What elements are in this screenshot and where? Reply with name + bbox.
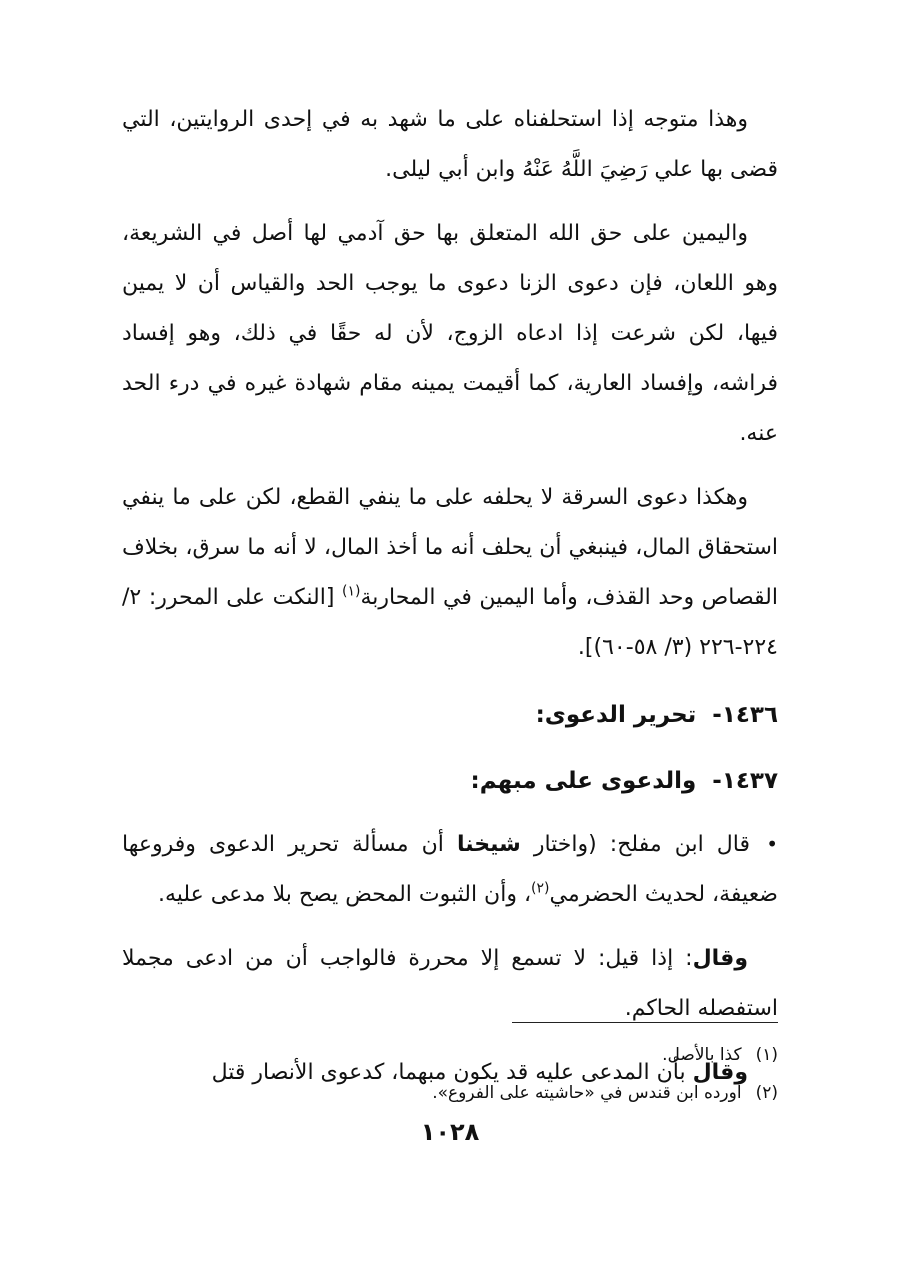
quote-paragraph	[122, 819, 778, 920]
footnotes	[122, 1036, 778, 1112]
qala-label: وقال	[692, 946, 748, 971]
footnote-number: (١)	[755, 1045, 778, 1065]
section-title: والدعوى على مبهم:	[470, 768, 697, 794]
paragraph-qala-1	[122, 934, 778, 1034]
quote-body: أن مسألة تحرير الدعوى وفروعها ضعيفة، لحديث الحضرمي	[122, 832, 778, 907]
qala-2-text: بأن المدعى عليه قد يكون مبهما، كدعوى الأنصار قتل	[211, 1060, 693, 1085]
paragraph-2-text: واليمين على حق الله المتعلق بها حق آدمي لها أصل في الشريعة، وهو اللعان، فإن دعوى الزنا دعوى ما يوجب الحد والقياس أن لا يمين فيها، لكن شرعت إذا ادعاه الزوج، لأن له حقًا في ذلك، وهو إفساد فراشه، وإفساد العارية، كما أقيمت يمينه مقام شهادة غيره في درء الحد عنه.	[122, 221, 778, 446]
footnote-number: (٢)	[755, 1083, 778, 1103]
footnote-text: كذا بالأصل.	[662, 1045, 742, 1065]
quote-tail: ، وأن الثبوت المحض يصح بلا مدعى عليه.	[157, 882, 532, 907]
section-title: تحرير الدعوى:	[535, 702, 697, 728]
paragraph-3-text: وهكذا دعوى السرقة لا يحلفه على ما ينفي القطع، لكن على ما ينفي استحقاق المال، فينبغي أن يحلف أنه ما أخذ المال، لا أنه ما سرق، بخلاف القصاص وحد القذف، وأما اليمين في المحاربة	[122, 485, 778, 610]
section-number: ١٤٣٦-	[712, 702, 778, 728]
page-body	[122, 95, 778, 1112]
paragraph-3-reference: [النكت على المحرر: ٢/ ٢٢٤-٢٢٦ (٣/ ٥٨-٦٠)].	[122, 585, 778, 660]
footnote-ref-1[interactable]: (١)	[341, 583, 361, 600]
footnote-1	[122, 1036, 778, 1074]
bullet-icon: •	[766, 832, 778, 856]
footnote-ref-2[interactable]: (٢)	[531, 880, 550, 897]
footnote-2	[122, 1074, 778, 1112]
footnote-divider	[512, 1022, 778, 1023]
qala-label: وقال	[692, 1060, 748, 1085]
footnote-text: أورده ابن قندس في «حاشيته على الفروع».	[432, 1083, 742, 1103]
paragraph-2	[122, 209, 778, 459]
paragraph-3	[122, 473, 778, 673]
quote-shaykh: شيخنا	[457, 832, 521, 857]
section-heading-1437	[122, 753, 778, 809]
paragraph-1-text: وهذا متوجه إذا استحلفناه على ما شهد به في إحدى الروايتين، التي قضى بها علي رَضِيَ اللَّهُ عَنْهُ وابن أبي ليلى.	[122, 107, 778, 182]
section-number: ١٤٣٧-	[712, 768, 778, 794]
qala-1-text: : إذا قيل: لا تسمع إلا محررة فالواجب أن من ادعى مجملا استفصله الحاكم.	[122, 946, 778, 1021]
paragraph-1	[122, 95, 778, 195]
section-heading-1436	[122, 687, 778, 743]
quote-lead: قال ابن مفلح: (واختار	[520, 832, 750, 857]
page-number: ١٠٢٨	[420, 1118, 480, 1146]
